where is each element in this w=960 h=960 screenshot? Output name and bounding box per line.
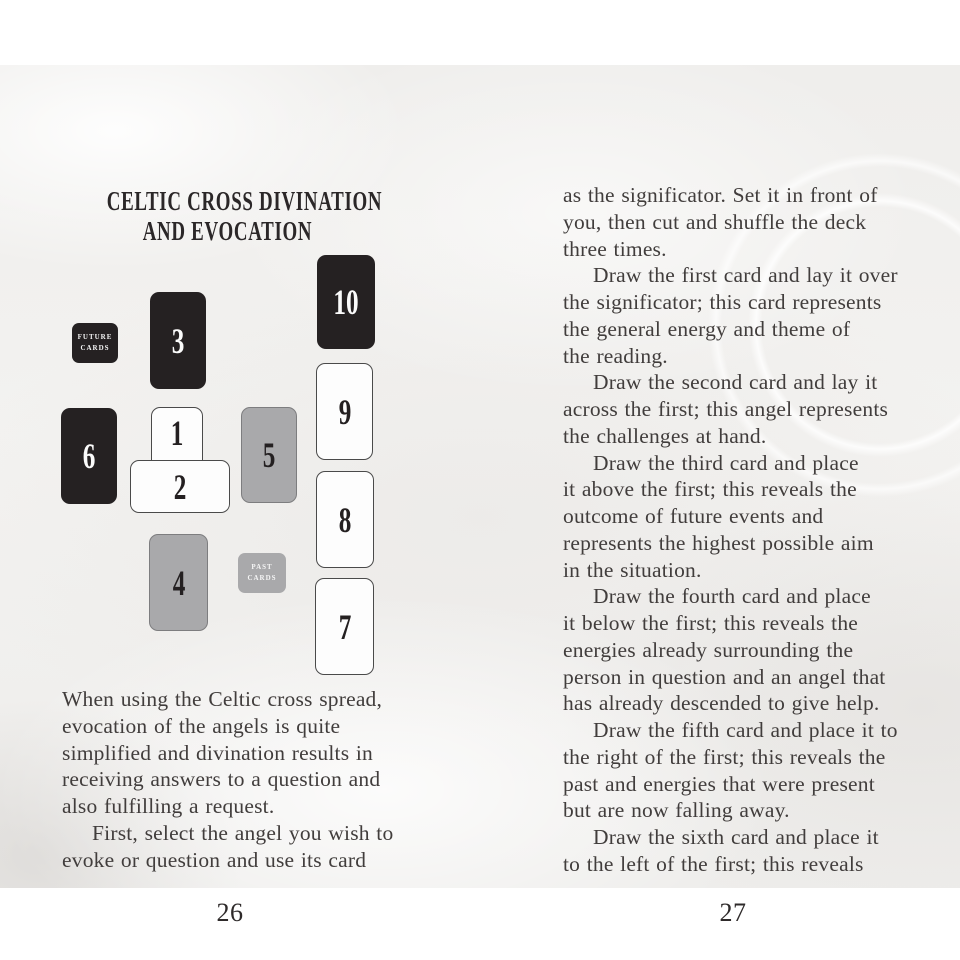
card-number: 4: [172, 562, 185, 603]
chapter-title-line1: CELTIC CROSS DIVINATION: [106, 186, 383, 216]
card-chip-label: FUTURE CARDS: [77, 332, 113, 352]
text-line: First, select the angel you wish to: [92, 820, 394, 845]
spread-card-past-cards: [238, 553, 286, 593]
spread-card-10: [317, 255, 375, 349]
spread-card-5: [241, 407, 297, 503]
text-line: the general energy and theme of: [563, 316, 851, 341]
text-line: Draw the sixth card and place it: [593, 825, 879, 849]
spread-card-3: [150, 292, 206, 389]
card-number: 2: [173, 466, 187, 507]
text-line: three times.: [563, 236, 667, 261]
spread-card-7: [315, 578, 374, 675]
text-line: Draw the fourth card and place: [593, 584, 871, 609]
text-line: outcome of future events and: [563, 504, 824, 528]
text-line: also fulfilling a request.: [62, 794, 275, 818]
right-page-body-text: [563, 182, 933, 878]
text-line: the challenges at hand.: [563, 423, 767, 448]
spread-card-9: [316, 363, 373, 460]
card-number: 7: [338, 606, 351, 647]
text-line: it above the first; this reveals the: [563, 477, 857, 502]
spread-card-future-cards: [72, 323, 118, 363]
text-line: has already descended to give help.: [563, 691, 880, 716]
text-line: When using the Celtic cross spread,: [62, 687, 383, 711]
card-number: 8: [338, 499, 352, 540]
text-line: Draw the third card and place: [593, 450, 859, 475]
spread-card-2: [130, 460, 230, 513]
text-line: evocation of the angels is quite: [62, 713, 341, 738]
text-line: Draw the first card and lay it over: [593, 263, 898, 288]
card-number: 6: [82, 436, 96, 476]
text-line: the reading.: [563, 343, 668, 368]
text-line: represents the highest possible aim: [563, 530, 874, 555]
chapter-title-line2: AND EVOCATION: [142, 216, 313, 246]
text-line: the significator; this card represents: [563, 290, 882, 314]
text-line: you, then cut and shuffle the deck: [563, 209, 867, 234]
text-line: energies already surrounding the: [563, 637, 854, 662]
spread-card-4: [149, 534, 208, 631]
card-number: 1: [170, 413, 184, 453]
chapter-title: [55, 186, 400, 246]
text-line: Draw the second card and lay it: [593, 370, 878, 395]
card-number: 3: [171, 320, 185, 361]
card-number: 5: [262, 435, 276, 475]
text-line: the right of the first; this reveals the: [563, 744, 886, 769]
left-page-body-text: [62, 686, 462, 873]
text-line: to the left of the first; this reveals: [563, 851, 864, 876]
spread-card-6: [61, 408, 117, 504]
card-number: 10: [333, 282, 359, 322]
text-line: simplified and divination results in: [62, 740, 373, 765]
card-number: 9: [338, 391, 351, 432]
text-line: as the significator. Set it in front of: [563, 183, 878, 207]
text-line: past and energies that were present: [563, 771, 875, 796]
text-line: in the situation.: [563, 557, 702, 582]
card-chip-label: PAST CARDS: [247, 562, 277, 582]
page-background-texture: [0, 65, 960, 927]
text-line: across the first; this angel represents: [563, 397, 889, 421]
page-number-right: 27: [719, 898, 747, 927]
text-line: it below the first; this reveals the: [563, 611, 859, 635]
text-line: evoke or question and use its card: [62, 847, 367, 872]
text-line: receiving answers to a question and: [62, 767, 381, 792]
page-number-left: 26: [216, 898, 244, 927]
text-line: person in question and an angel that: [563, 664, 886, 689]
text-line: Draw the fifth card and place it to: [593, 718, 898, 742]
text-line: but are now falling away.: [563, 798, 790, 823]
spread-card-8: [316, 471, 374, 568]
